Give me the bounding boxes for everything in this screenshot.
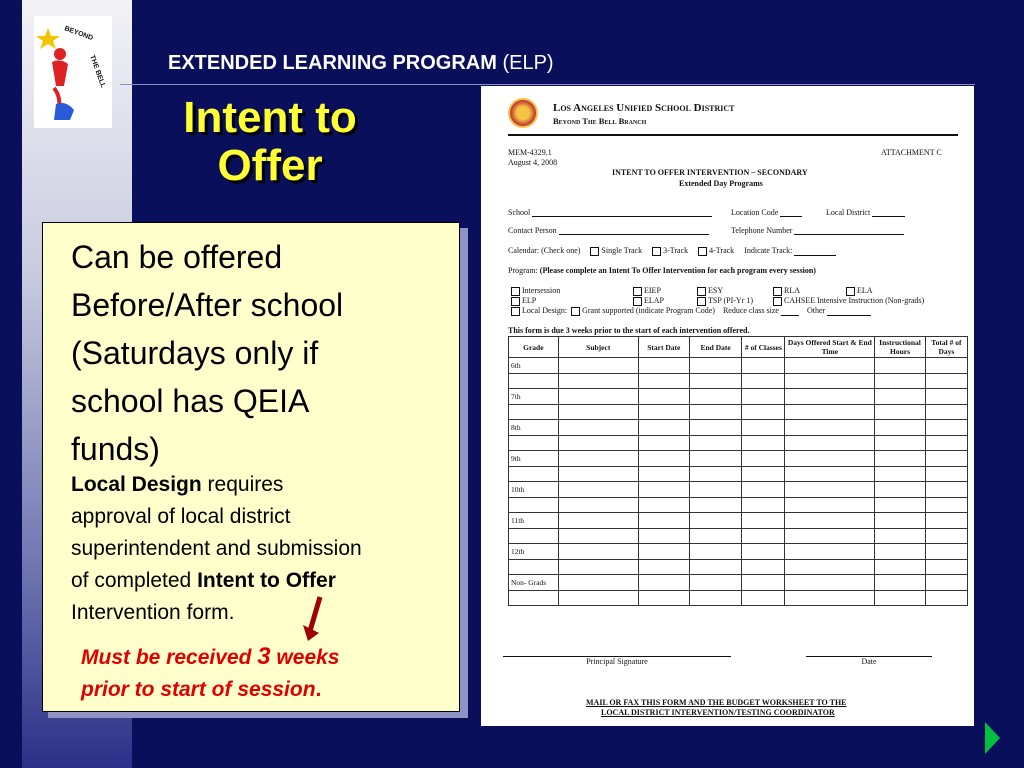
checkbox-icon [698,247,707,256]
field-line [872,216,905,217]
header-title [168,52,554,75]
main-line: school has QEIA [71,383,310,419]
option-label: 4-Track [709,246,735,255]
table-cell [925,559,967,575]
field-label: Calendar: (Check one) [508,246,581,255]
table-cell: 8th [509,420,559,436]
table-cell [638,389,689,405]
table-header-row [509,337,968,358]
form-principal-signature [503,656,731,666]
table-cell [689,466,742,482]
field-label: Contact Person [508,226,557,235]
column-header: Subject [558,337,638,358]
table-cell [509,404,559,420]
checkbox-icon [652,247,661,256]
column-header: End Date [689,337,742,358]
table-row [509,389,968,405]
table-cell [925,435,967,451]
table-cell [558,466,638,482]
table-cell [925,513,967,529]
table-cell [875,575,925,591]
header-divider [120,84,975,85]
table-cell [689,404,742,420]
field-label: School [508,208,531,217]
field-label: Telephone Number [731,226,793,235]
table-cell [558,435,638,451]
option-label: TSP (PI-Yr 1) [708,296,754,305]
form-school-field [508,208,712,217]
signature-label: Principal Signature [586,657,648,666]
table-row [509,451,968,467]
form-date: August 4, 2008 [508,158,558,167]
column-header: Grade [509,337,559,358]
checkbox-icon [511,297,520,306]
table-cell [785,404,875,420]
table-cell [742,373,785,389]
table-cell [742,559,785,575]
form-heading: INTENT TO OFFER INTERVENTION – SECONDARY [612,168,808,177]
intent-to-offer-form-image [481,86,974,726]
table-cell [875,435,925,451]
form-calendar-row [508,246,836,256]
table-cell [558,404,638,420]
table-cell [689,575,742,591]
checkbox-icon [511,287,520,296]
form-memo: MEM-4329.1 [508,148,552,157]
field-line [794,255,836,256]
form-subheading: Extended Day Programs [679,179,763,188]
form-divider [508,134,958,136]
table-cell [785,389,875,405]
table-cell: 10th [509,482,559,498]
table-cell [742,575,785,591]
table-cell [925,389,967,405]
main-line: (Saturdays only if [71,335,319,371]
next-arrow-icon[interactable] [985,722,1000,754]
option-label: 3-Track [663,246,689,255]
column-header: Instructional Hours [875,337,925,358]
form-branch: Beyond The Bell Branch [553,116,647,126]
table-cell [875,482,925,498]
column-header: Start Date [638,337,689,358]
table-cell [558,451,638,467]
table-cell [785,373,875,389]
field-label: Location Code [731,208,779,217]
table-row [509,528,968,544]
table-cell [925,528,967,544]
table-cell [742,544,785,560]
column-header: Total # of Days [925,337,967,358]
table-cell [689,373,742,389]
table-cell [638,466,689,482]
table-cell: Non- Grads [509,575,559,591]
text-line: superintendent and submission [71,537,362,560]
down-arrow-icon [301,595,327,643]
table-cell [509,435,559,451]
table-cell [875,544,925,560]
text-fragment: requires [201,473,284,496]
form-location-field [731,208,802,217]
form-program-option [846,286,873,296]
form-program-option [697,286,723,296]
form-program-option [697,296,753,306]
table-cell [742,513,785,529]
text-fragment: prior to start of session [81,678,316,701]
column-header: Days Offered Start & End Time [785,337,875,358]
table-cell [689,513,742,529]
local-design-text [71,469,451,629]
option-label: Other [806,306,826,315]
table-cell: 6th [509,358,559,374]
checkbox-icon [697,287,706,296]
table-cell [509,590,559,606]
main-line: Can be offered [71,239,283,275]
table-cell [558,590,638,606]
table-cell [509,373,559,389]
table-cell [558,482,638,498]
table-cell [785,528,875,544]
table-cell [558,358,638,374]
table-cell [689,528,742,544]
table-cell [689,559,742,575]
checkbox-icon [846,287,855,296]
option-label: RLA [784,286,800,295]
main-bullet [71,233,451,473]
table-cell [689,420,742,436]
table-cell [785,575,875,591]
table-cell: 11th [509,513,559,529]
table-cell [638,513,689,529]
form-program-row [508,266,816,275]
table-cell [638,528,689,544]
text-fragment: . [315,678,322,701]
table-cell [742,404,785,420]
table-cell [875,528,925,544]
header-title-text: EXTENDED LEARNING PROGRAM [168,52,497,74]
svg-text:THE BELL: THE BELL [88,54,107,89]
table-row [509,513,968,529]
table-cell [925,420,967,436]
table-cell [875,513,925,529]
content-box [42,222,460,712]
table-cell [742,435,785,451]
svg-text:BEYOND: BEYOND [63,25,94,43]
checkbox-icon [633,287,642,296]
column-header: # of Classes [742,337,785,358]
checkbox-icon [773,297,782,306]
table-cell [689,590,742,606]
table-cell [638,451,689,467]
signature-label: Date [861,657,877,666]
local-design-label: Local Design [71,473,202,496]
form-local-district-field [826,208,905,217]
table-cell [509,528,559,544]
table-cell [689,358,742,374]
option-label: Grant supported (indicate Program Code) [582,306,715,315]
table-cell [925,544,967,560]
table-cell [638,420,689,436]
option-label: Intersession [522,286,561,295]
table-cell [925,373,967,389]
table-cell [638,482,689,498]
form-program-option [633,286,661,296]
text-fragment: Must be received [81,646,258,669]
form-program-option [511,296,536,306]
table-cell [742,358,785,374]
field-line [559,234,709,235]
text-fragment: weeks [270,646,340,669]
table-cell [875,420,925,436]
form-program-option [773,286,800,296]
option-label: Reduce class size [722,306,779,315]
option-label: ELP [522,296,537,305]
table-row [509,404,968,420]
table-cell [925,358,967,374]
table-cell [689,482,742,498]
table-cell [742,389,785,405]
table-cell [509,466,559,482]
table-cell [925,590,967,606]
form-footer-line: MAIL OR FAX THIS FORM AND THE BUDGET WORKSHEET TO THE [586,698,847,707]
table-cell [558,528,638,544]
table-cell [689,389,742,405]
form-attachment: ATTACHMENT C [881,148,942,157]
table-cell [875,559,925,575]
table-cell [785,544,875,560]
beyond-the-bell-logo [34,16,112,128]
table-cell [925,497,967,513]
table-cell [875,451,925,467]
option-label: ESY [708,286,724,295]
table-row [509,575,968,591]
intent-to-offer-label: Intent to Offer [197,569,336,592]
table-cell [689,544,742,560]
table-row [509,544,968,560]
table-cell [925,451,967,467]
text-line: approval of local district [71,505,291,528]
table-cell [875,497,925,513]
slide-title-line2: Offer [217,141,323,190]
field-line [827,315,871,316]
form-due-note: This form is due 3 weeks prior to the start of each intervention offered. [508,326,750,335]
table-cell [875,358,925,374]
form-program-option [633,296,664,306]
table-row [509,559,968,575]
table-cell [925,575,967,591]
form-schedule-table [508,336,968,606]
form-program-option [511,286,560,296]
table-cell [638,497,689,513]
table-cell [742,482,785,498]
table-cell: 7th [509,389,559,405]
form-district: Los Angeles Unified School District [553,102,735,114]
deadline-note [81,641,451,706]
table-cell [925,466,967,482]
field-label: Local District [826,208,871,217]
table-cell [875,404,925,420]
table-cell [785,482,875,498]
checkbox-icon [590,247,599,256]
form-program-option [773,296,924,306]
form-date-signature [806,656,932,666]
table-cell [785,513,875,529]
table-cell [925,482,967,498]
option-label: Local Design: [522,306,568,315]
page-number: 5 [949,708,960,728]
form-telephone-field [731,226,904,235]
main-line: Before/After school [71,287,344,323]
table-cell: 12th [509,544,559,560]
text-line: Intervention form. [71,601,235,624]
table-cell [558,373,638,389]
table-cell [689,497,742,513]
table-row [509,420,968,436]
table-cell [509,559,559,575]
table-row [509,497,968,513]
field-line [781,315,799,316]
table-cell [785,497,875,513]
option-label: ELAP [644,296,664,305]
table-cell [785,435,875,451]
table-cell [875,466,925,482]
table-cell [785,358,875,374]
table-cell [689,451,742,467]
slide-title [150,94,390,190]
table-cell [558,389,638,405]
form-footer-line: LOCAL DISTRICT INTERVENTION/TESTING COORDINATOR [601,708,835,717]
table-cell [925,404,967,420]
table-cell [742,451,785,467]
table-cell [638,575,689,591]
form-contact-field [508,226,709,235]
table-cell [509,497,559,513]
table-cell [558,559,638,575]
checkbox-icon [697,297,706,306]
table-row [509,358,968,374]
table-cell [785,451,875,467]
table-cell [742,466,785,482]
table-cell [875,590,925,606]
table-cell [558,513,638,529]
table-cell [742,528,785,544]
option-label: ELA [857,286,873,295]
form-program-option [511,306,871,316]
table-cell [638,404,689,420]
table-cell [638,373,689,389]
checkbox-icon [511,307,520,316]
option-label: CAHSEE Intensive Instruction (Non-grads) [784,296,925,305]
program-note: (Please complete an Intent To Offer Intervention for each program every session) [539,266,816,275]
weeks-number: 3 [257,643,271,670]
main-line: funds) [71,431,160,467]
table-cell [785,590,875,606]
table-cell [558,497,638,513]
table-cell [558,544,638,560]
table-row [509,590,968,606]
table-row [509,482,968,498]
table-cell [785,466,875,482]
slide-title-line1: Intent to [183,93,357,142]
option-label: EIEP [644,286,661,295]
option-label: Single Track [601,246,643,255]
table-cell [638,559,689,575]
field-label: Program: [508,266,538,275]
table-cell [875,389,925,405]
table-cell [742,420,785,436]
text-fragment: of completed [71,569,198,592]
checkbox-icon [633,297,642,306]
table-cell [689,435,742,451]
lausd-seal-icon [508,98,538,128]
field-line [794,234,904,235]
table-cell [742,497,785,513]
table-cell [638,435,689,451]
table-cell [785,420,875,436]
table-cell: 9th [509,451,559,467]
table-row [509,373,968,389]
table-cell [638,358,689,374]
table-row [509,435,968,451]
table-cell [875,373,925,389]
table-row [509,466,968,482]
checkbox-icon [571,307,580,316]
table-cell [638,544,689,560]
table-cell [638,590,689,606]
table-cell [558,575,638,591]
header-abbr: (ELP) [502,52,554,74]
checkbox-icon [773,287,782,296]
field-line [532,216,712,217]
option-label: Indicate Track: [744,246,793,255]
table-cell [742,590,785,606]
table-cell [785,559,875,575]
table-cell [558,420,638,436]
field-line [780,216,802,217]
